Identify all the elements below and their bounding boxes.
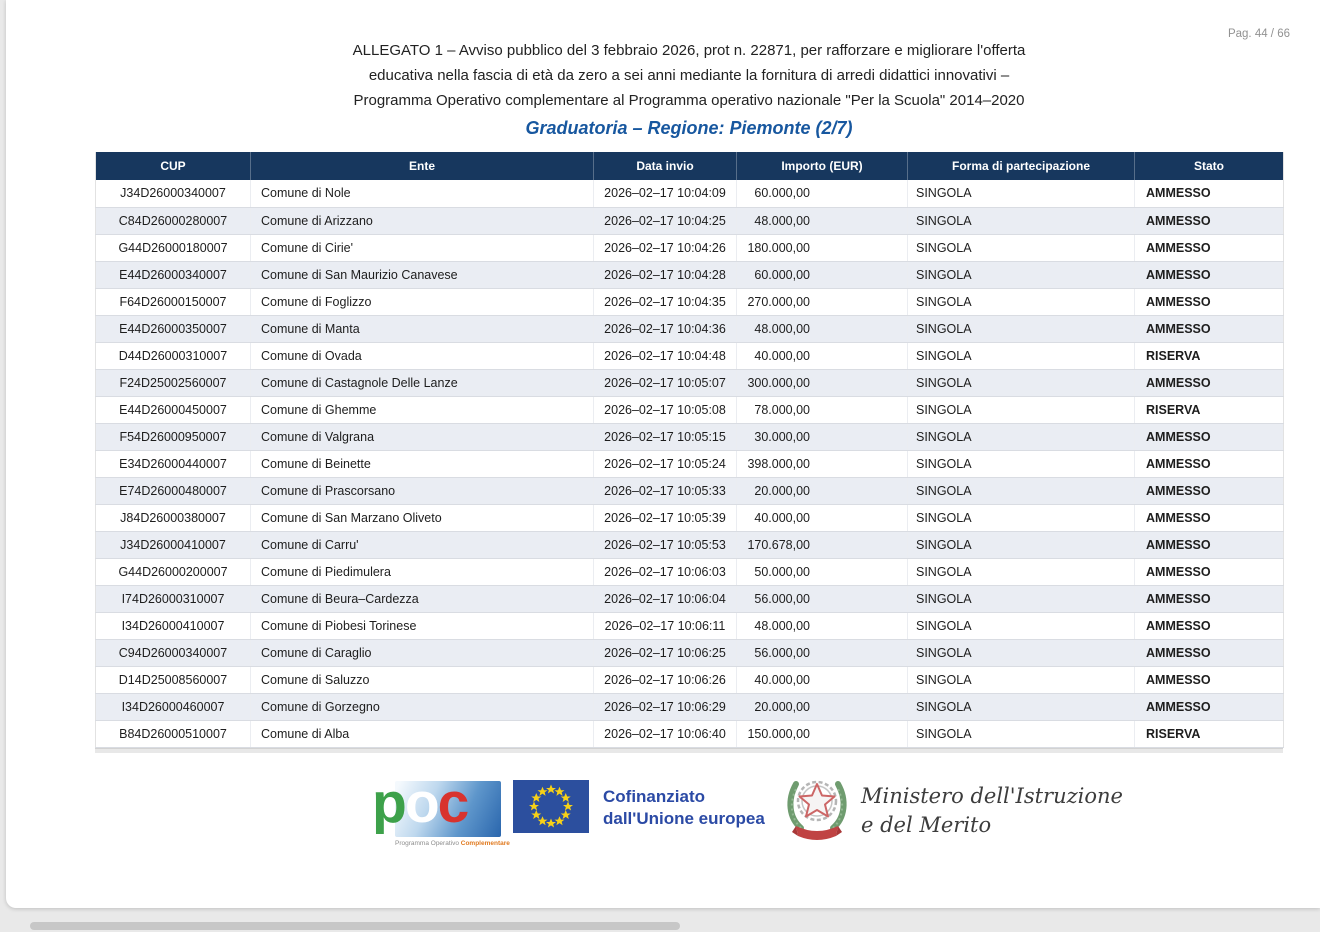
cell-cup: I74D26000310007 <box>96 585 251 612</box>
cell-ente: Comune di Beura–Cardezza <box>251 585 594 612</box>
cell-stato: AMMESSO <box>1135 558 1284 585</box>
cell-cup: F54D26000950007 <box>96 423 251 450</box>
table-row <box>96 585 1284 612</box>
cell-ente: Comune di Gorzegno <box>251 693 594 720</box>
cell-stato: AMMESSO <box>1135 423 1284 450</box>
column-header-ente: Ente <box>251 152 594 180</box>
cell-stato: AMMESSO <box>1135 450 1284 477</box>
cell-data-invio: 2026–02–17 10:05:07 <box>594 369 737 396</box>
cell-cup: J84D26000380007 <box>96 504 251 531</box>
cell-forma: SINGOLA <box>908 612 1135 639</box>
cell-data-invio: 2026–02–17 10:06:25 <box>594 639 737 666</box>
column-header-importo: Importo (EUR) <box>737 152 908 180</box>
cell-cup: J34D26000340007 <box>96 180 251 207</box>
cell-data-invio: 2026–02–17 10:04:28 <box>594 261 737 288</box>
cell-importo: 60.000,00 <box>737 261 908 288</box>
cell-forma: SINGOLA <box>908 207 1135 234</box>
ministry-text-line2: e del Merito <box>861 813 992 837</box>
cell-data-invio: 2026–02–17 10:04:09 <box>594 180 737 207</box>
cell-forma: SINGOLA <box>908 315 1135 342</box>
cell-ente: Comune di San Maurizio Canavese <box>251 261 594 288</box>
cell-ente: Comune di Castagnole Delle Lanze <box>251 369 594 396</box>
footer-logos <box>95 771 1283 866</box>
cell-cup: C84D26000280007 <box>96 207 251 234</box>
header-line-3: Programma Operativo complementare al Programma operativo nazionale "Per la Scuola" 2014–2020 <box>353 92 1025 109</box>
poc-letter-c: c <box>437 771 468 835</box>
cell-data-invio: 2026–02–17 10:04:35 <box>594 288 737 315</box>
table-row <box>96 234 1284 261</box>
cell-ente: Comune di Piobesi Torinese <box>251 612 594 639</box>
cell-data-invio: 2026–02–17 10:05:53 <box>594 531 737 558</box>
cell-stato: AMMESSO <box>1135 234 1284 261</box>
cell-stato: AMMESSO <box>1135 531 1284 558</box>
cell-importo: 50.000,00 <box>737 558 908 585</box>
cell-forma: SINGOLA <box>908 396 1135 423</box>
cell-cup: F24D25002560007 <box>96 369 251 396</box>
cell-ente: Comune di Ghemme <box>251 396 594 423</box>
column-header-cup: CUP <box>96 152 251 180</box>
cell-stato: AMMESSO <box>1135 261 1284 288</box>
table-row <box>96 477 1284 504</box>
table-row <box>96 531 1284 558</box>
cell-forma: SINGOLA <box>908 531 1135 558</box>
cell-stato: AMMESSO <box>1135 504 1284 531</box>
cell-forma: SINGOLA <box>908 558 1135 585</box>
table-row <box>96 288 1284 315</box>
cell-data-invio: 2026–02–17 10:06:03 <box>594 558 737 585</box>
cell-importo: 270.000,00 <box>737 288 908 315</box>
table-row <box>96 369 1284 396</box>
cell-stato: AMMESSO <box>1135 693 1284 720</box>
cell-data-invio: 2026–02–17 10:04:25 <box>594 207 737 234</box>
table-body <box>96 180 1284 747</box>
table-row <box>96 342 1284 369</box>
column-header-forma: Forma di partecipazione <box>908 152 1135 180</box>
cell-data-invio: 2026–02–17 10:04:36 <box>594 315 737 342</box>
table-row <box>96 315 1284 342</box>
cell-stato: RISERVA <box>1135 396 1284 423</box>
eu-flag-icon <box>513 780 589 833</box>
cell-stato: AMMESSO <box>1135 369 1284 396</box>
poc-logo <box>372 771 510 856</box>
page-number-label: Pag. 44 / 66 <box>1227 28 1290 40</box>
cell-importo: 30.000,00 <box>737 423 908 450</box>
cell-importo: 48.000,00 <box>737 612 908 639</box>
cell-importo: 48.000,00 <box>737 315 908 342</box>
cell-cup: E44D26000340007 <box>96 261 251 288</box>
cell-cup: G44D26000180007 <box>96 234 251 261</box>
cell-importo: 40.000,00 <box>737 342 908 369</box>
cell-forma: SINGOLA <box>908 693 1135 720</box>
cell-ente: Comune di Carru' <box>251 531 594 558</box>
cell-cup: I34D26000410007 <box>96 612 251 639</box>
cell-importo: 180.000,00 <box>737 234 908 261</box>
poc-logo-caption <box>395 840 510 847</box>
cell-data-invio: 2026–02–17 10:05:15 <box>594 423 737 450</box>
cell-data-invio: 2026–02–17 10:05:39 <box>594 504 737 531</box>
cell-cup: F64D26000150007 <box>96 288 251 315</box>
cell-cup: D44D26000310007 <box>96 342 251 369</box>
cell-cup: I34D26000460007 <box>96 693 251 720</box>
eu-text-line2: dall'Unione europea <box>603 809 765 828</box>
poc-caption-gray: Programma Operativo <box>395 840 461 847</box>
table-row <box>96 207 1284 234</box>
cell-forma: SINGOLA <box>908 666 1135 693</box>
cell-forma: SINGOLA <box>908 477 1135 504</box>
pdf-page <box>6 0 1320 908</box>
table-row <box>96 639 1284 666</box>
page-title: Graduatoria – Regione: Piemonte (2/7) <box>525 118 853 138</box>
page-content <box>95 0 1283 908</box>
cell-stato: AMMESSO <box>1135 315 1284 342</box>
graduatoria-table <box>95 152 1284 748</box>
table-row <box>96 558 1284 585</box>
cell-forma: SINGOLA <box>908 504 1135 531</box>
cell-cup: J34D26000410007 <box>96 531 251 558</box>
cell-importo: 60.000,00 <box>737 180 908 207</box>
cell-cup: E74D26000480007 <box>96 477 251 504</box>
horizontal-scrollbar-thumb[interactable] <box>30 922 680 930</box>
eu-logo-text <box>603 786 765 830</box>
poc-logo-letters <box>372 764 507 842</box>
table-header-row <box>96 152 1284 180</box>
table-row <box>96 180 1284 207</box>
cell-data-invio: 2026–02–17 10:04:26 <box>594 234 737 261</box>
cell-importo: 20.000,00 <box>737 477 908 504</box>
ministry-logo-text <box>861 782 1123 840</box>
cell-cup: D14D25008560007 <box>96 666 251 693</box>
cell-ente: Comune di Nole <box>251 180 594 207</box>
table-row <box>96 450 1284 477</box>
cell-ente: Comune di San Marzano Oliveto <box>251 504 594 531</box>
cell-cup: C94D26000340007 <box>96 639 251 666</box>
cell-stato: AMMESSO <box>1135 207 1284 234</box>
column-header-data-invio: Data invio <box>594 152 737 180</box>
cell-ente: Comune di Foglizzo <box>251 288 594 315</box>
table-row <box>96 504 1284 531</box>
cell-stato: AMMESSO <box>1135 666 1284 693</box>
column-header-stato: Stato <box>1135 152 1284 180</box>
table-row <box>96 693 1284 720</box>
cell-forma: SINGOLA <box>908 342 1135 369</box>
cell-importo: 40.000,00 <box>737 666 908 693</box>
header-line-2: educativa nella fascia di età da zero a sei anni mediante la fornitura di arredi didattici innovativi – <box>368 67 1010 84</box>
cell-ente: Comune di Caraglio <box>251 639 594 666</box>
cell-forma: SINGOLA <box>908 234 1135 261</box>
table-row <box>96 423 1284 450</box>
table-row <box>96 396 1284 423</box>
cell-data-invio: 2026–02–17 10:06:04 <box>594 585 737 612</box>
cell-importo: 56.000,00 <box>737 639 908 666</box>
cell-importo: 20.000,00 <box>737 693 908 720</box>
cell-stato: AMMESSO <box>1135 180 1284 207</box>
cell-forma: SINGOLA <box>908 261 1135 288</box>
cell-ente: Comune di Beinette <box>251 450 594 477</box>
cell-stato: AMMESSO <box>1135 477 1284 504</box>
cell-forma: SINGOLA <box>908 369 1135 396</box>
cell-importo: 48.000,00 <box>737 207 908 234</box>
cell-forma: SINGOLA <box>908 288 1135 315</box>
table-bottom-divider <box>95 748 1283 753</box>
cell-ente: Comune di Alba <box>251 720 594 747</box>
cell-data-invio: 2026–02–17 10:05:24 <box>594 450 737 477</box>
cell-importo: 56.000,00 <box>737 585 908 612</box>
cell-ente: Comune di Ovada <box>251 342 594 369</box>
cell-forma: SINGOLA <box>908 720 1135 747</box>
table-row <box>96 261 1284 288</box>
cell-ente: Comune di Manta <box>251 315 594 342</box>
cell-ente: Comune di Saluzzo <box>251 666 594 693</box>
cell-importo: 40.000,00 <box>737 504 908 531</box>
cell-cup: G44D26000200007 <box>96 558 251 585</box>
cell-stato: AMMESSO <box>1135 612 1284 639</box>
table-row <box>96 612 1284 639</box>
cell-stato: AMMESSO <box>1135 288 1284 315</box>
cell-data-invio: 2026–02–17 10:06:29 <box>594 693 737 720</box>
document-header <box>95 38 1283 113</box>
cell-ente: Comune di Valgrana <box>251 423 594 450</box>
poc-caption-orange: Complementare <box>460 840 510 847</box>
cell-ente: Comune di Cirie' <box>251 234 594 261</box>
cell-importo: 78.000,00 <box>737 396 908 423</box>
poc-letter-o: o <box>404 771 438 835</box>
cell-data-invio: 2026–02–17 10:06:26 <box>594 666 737 693</box>
header-line-1: ALLEGATO 1 – Avviso pubblico del 3 febbraio 2026, prot n. 22871, per rafforzare e migliorare l'offerta <box>352 42 1026 59</box>
cell-data-invio: 2026–02–17 10:04:48 <box>594 342 737 369</box>
cell-cup: E44D26000350007 <box>96 315 251 342</box>
cell-ente: Comune di Piedimulera <box>251 558 594 585</box>
cell-data-invio: 2026–02–17 10:05:33 <box>594 477 737 504</box>
cell-data-invio: 2026–02–17 10:05:08 <box>594 396 737 423</box>
cell-data-invio: 2026–02–17 10:06:40 <box>594 720 737 747</box>
cell-cup: B84D26000510007 <box>96 720 251 747</box>
poc-letter-p: p <box>372 771 405 835</box>
cell-forma: SINGOLA <box>908 180 1135 207</box>
cell-stato: AMMESSO <box>1135 639 1284 666</box>
cell-importo: 300.000,00 <box>737 369 908 396</box>
cell-forma: SINGOLA <box>908 639 1135 666</box>
cell-cup: E34D26000440007 <box>96 450 251 477</box>
cell-stato: RISERVA <box>1135 720 1284 747</box>
cell-ente: Comune di Prascorsano <box>251 477 594 504</box>
italy-emblem-icon <box>783 770 851 846</box>
cell-importo: 150.000,00 <box>737 720 908 747</box>
eu-text-line1: Cofinanziato <box>603 787 705 806</box>
table-row <box>96 720 1284 747</box>
cell-importo: 398.000,00 <box>737 450 908 477</box>
cell-ente: Comune di Arizzano <box>251 207 594 234</box>
cell-forma: SINGOLA <box>908 450 1135 477</box>
cell-importo: 170.678,00 <box>737 531 908 558</box>
cell-cup: E44D26000450007 <box>96 396 251 423</box>
cell-forma: SINGOLA <box>908 423 1135 450</box>
cell-stato: RISERVA <box>1135 342 1284 369</box>
cell-stato: AMMESSO <box>1135 585 1284 612</box>
cell-forma: SINGOLA <box>908 585 1135 612</box>
ministry-text-line1: Ministero dell'Istruzione <box>861 784 1123 808</box>
table-row <box>96 666 1284 693</box>
cell-data-invio: 2026–02–17 10:06:11 <box>594 612 737 639</box>
